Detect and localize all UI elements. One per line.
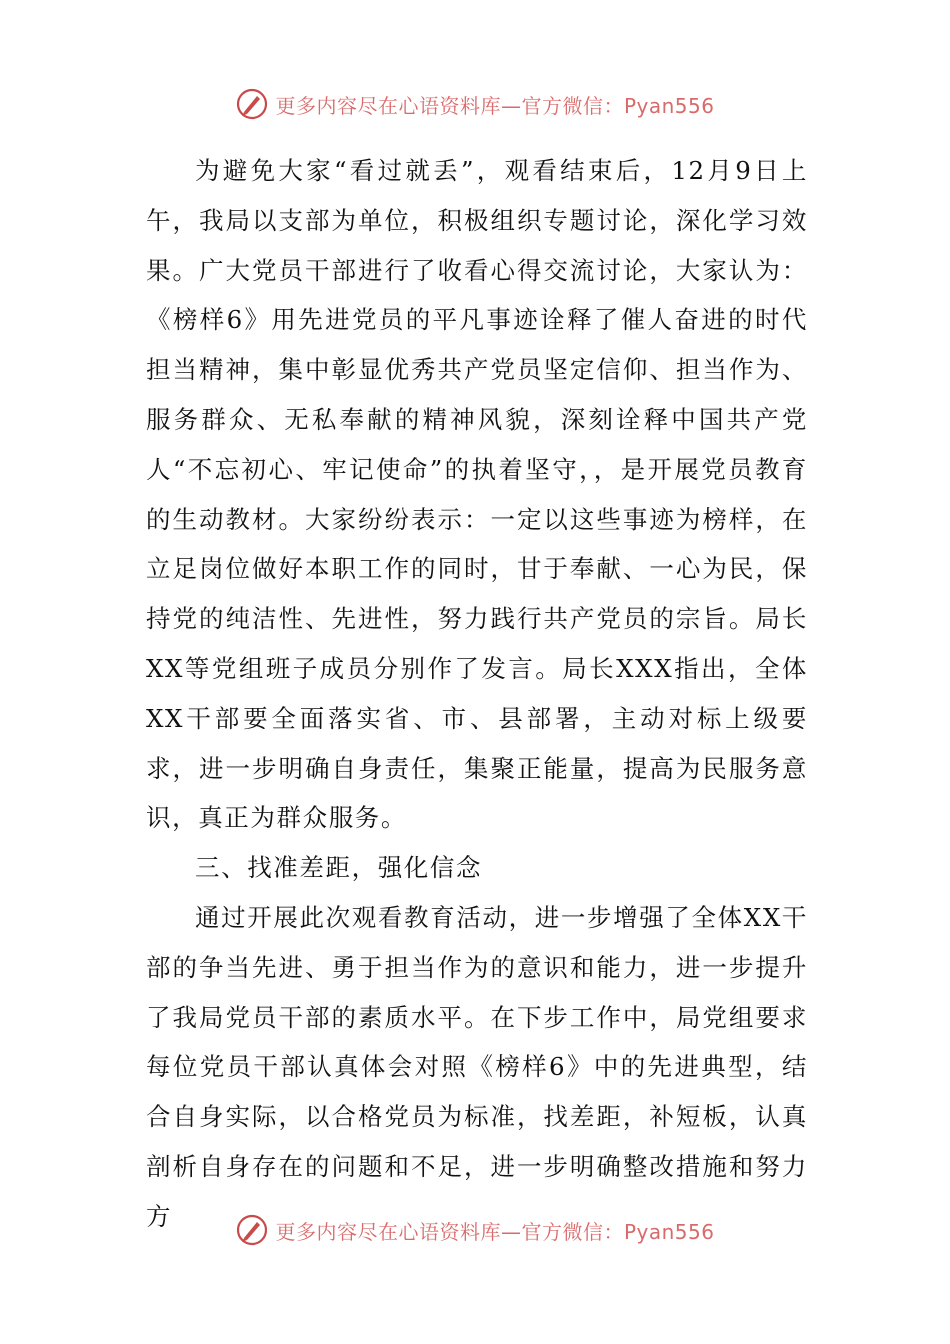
section-heading: 三、找准差距，强化信念 xyxy=(195,853,483,883)
pen-circle-logo-icon xyxy=(235,1213,269,1247)
watermark-text: 更多内容尽在心语资料库—官方微信：Pyan556 xyxy=(275,93,715,118)
paragraph-discussion: 为避免大家“看过就丢”，观看结束后，12月9日上午，我局以支部为单位，积极组织专题讨论，深化学习效果。广大党员干部进行了收看心得交流讨论，大家认为：《榜样6》用先进党员的平凡事迹诠释了催人奋进的时代担当精神，集中彰显优秀共产党员坚定信仰、担当作为、服务群众、无私奉献的精神风貌，深刻诠释中国共产党人“不忘初心、牢记使命”的执着坚守，，是开展党员教育的生动教材。大家纷纷表示：一定以这些事迹为榜样，在立足岗位做好本职工作的同时，甘于奉献、一心为民，保持党的纯洁性、先进性，努力践行共产党员的宗旨。局长XX等党组班子成员分别作了发言。局长XXX指出，全体XX干部要全面落实省、市、县部署，主动对标上级要求，进一步明确自身责任，集聚正能量，提高为民服务意识，真正为群众服务。 xyxy=(146,156,808,833)
pen-circle-logo-icon xyxy=(235,87,269,121)
document-body xyxy=(146,146,808,1242)
paragraph-improvement: 通过开展此次观看教育活动，进一步增强了全体XX干部的争当先进、勇于担当作为的意识和能力，进一步提升了我局党员干部的素质水平。在下步工作中，局党组要求每位党员干部认真体会对照《榜样6》中的先进典型，结合自身实际，以合格党员为标准，找差距，补短板，认真剖析自身存在的问题和不足，进一步明确整改措施和努力方 xyxy=(146,902,808,1231)
header-watermark xyxy=(0,84,950,124)
watermark-text: 更多内容尽在心语资料库—官方微信：Pyan556 xyxy=(275,1219,715,1244)
footer-watermark xyxy=(0,1210,950,1250)
